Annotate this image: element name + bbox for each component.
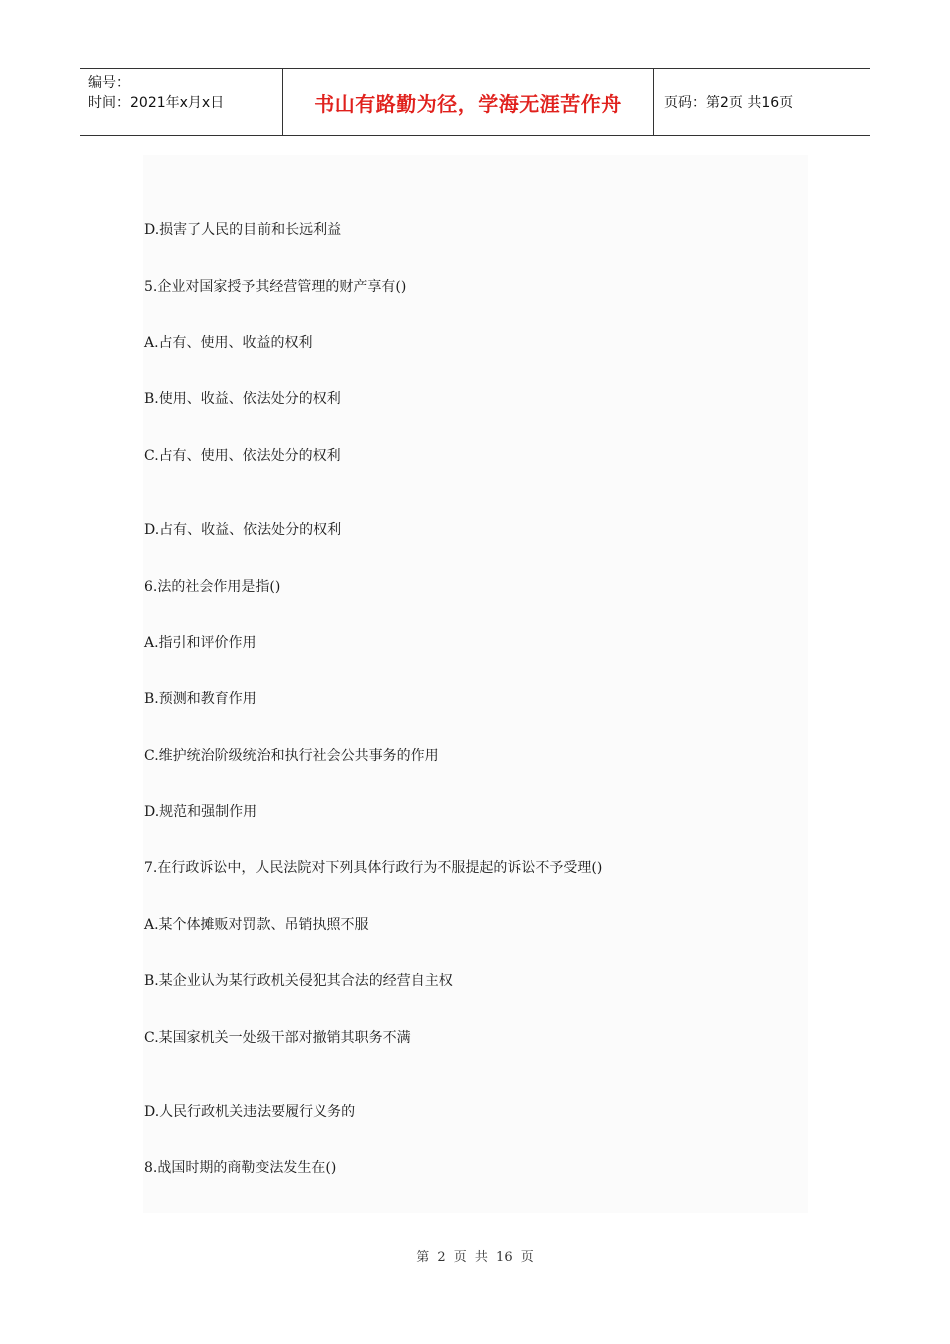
question: 5.企业对国家授予其经营管理的财产享有() [144, 279, 407, 295]
answer-option: D.规范和强制作用 [144, 804, 258, 820]
motto: 书山有路勤为径，学海无涯苦作舟 [314, 91, 622, 116]
page-header [80, 68, 870, 136]
answer-option: D.人民行政机关违法要履行义务的 [144, 1104, 356, 1120]
time-label: 时间：2021年x月x日 [88, 95, 225, 111]
header-meta [80, 69, 282, 135]
question: 8.战国时期的商勒变法发生在() [144, 1160, 337, 1176]
answer-option: B.预测和教育作用 [144, 691, 257, 707]
answer-option: D.损害了人民的目前和长远利益 [144, 222, 342, 238]
answer-option: C.某国家机关一处级干部对撤销其职务不满 [144, 1030, 411, 1046]
answer-option: A.某个体摊贩对罚款、吊销执照不服 [144, 917, 369, 933]
header-page-info [654, 69, 870, 135]
content-area [143, 155, 808, 1213]
number-label: 编号： [88, 75, 130, 91]
answer-option: C.维护统治阶级统治和执行社会公共事务的作用 [144, 748, 439, 764]
page-footer: 第 2 页 共 16 页 [416, 1250, 534, 1265]
answer-option: A.占有、使用、收益的权利 [144, 335, 313, 351]
question: 6.法的社会作用是指() [144, 579, 281, 595]
header-motto-cell [282, 69, 654, 135]
answer-option: B.使用、收益、依法处分的权利 [144, 391, 341, 407]
answer-option: B.某企业认为某行政机关侵犯其合法的经营自主权 [144, 973, 453, 989]
answer-option: A.指引和评价作用 [144, 635, 257, 651]
question: 7.在行政诉讼中，人民法院对下列具体行政行为不服提起的诉讼不予受理() [144, 860, 603, 876]
answer-option: C.占有、使用、依法处分的权利 [144, 448, 341, 464]
answer-option: D.占有、收益、依法处分的权利 [144, 522, 342, 538]
page-info: 页码：第2页 共16页 [664, 95, 794, 111]
